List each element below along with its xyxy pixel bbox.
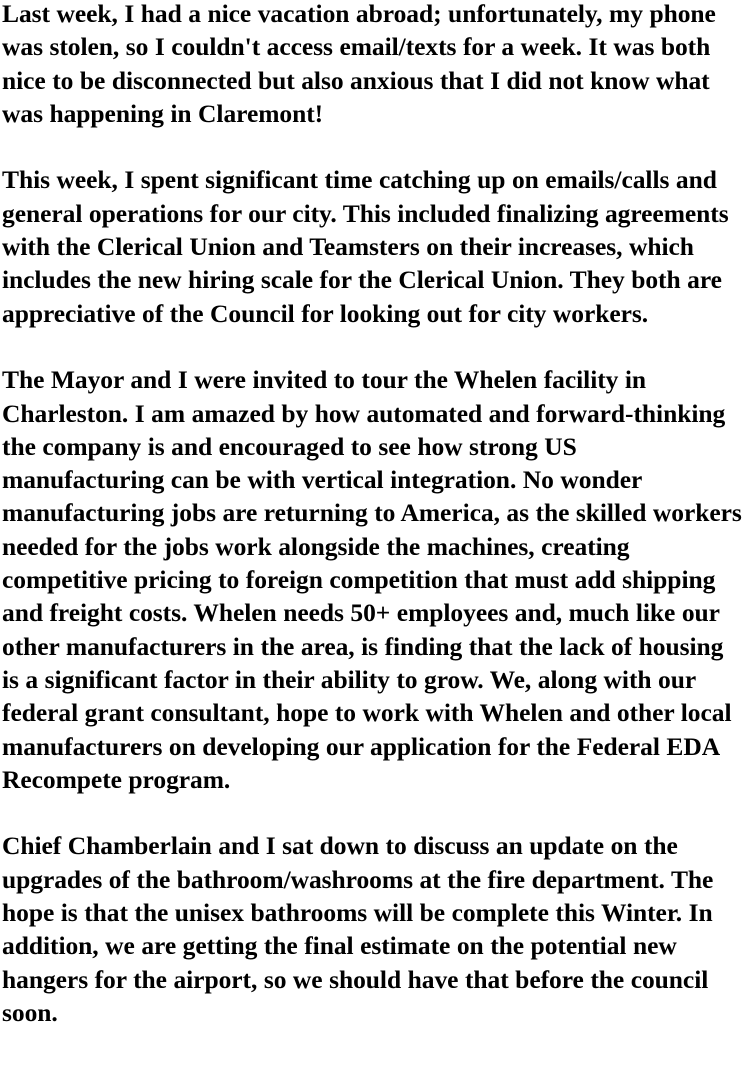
paragraph-3: The Mayor and I were invited to tour the Whelen facility in Charleston. I am amazed by how automated and forward-thinking the company is and encouraged to see how strong US manufacturing can be with vertical integration. No wonder manufacturing jobs are returning to America, as the skilled workers needed for the jobs work alongside the machines, creating competitive pricing to foreign competition that must add shipping and freight costs. Whelen needs 50+ employees and, much like our other manufacturers in the area, is finding that the lack of housing is a significant factor in their ability to grow. We, along with our federal grant consultant, hope to work with Whelen and other local manufacturers on developing our application for the Federal EDA Recompete program. (2, 365, 742, 794)
paragraph-2: This week, I spent significant time catching up on emails/calls and general operations for our city. This included finalizing agreements with the Clerical Union and Teamsters on their increases, which includes the new hiring scale for the Clerical Union. They both are appreciative of the Council for looking out for city workers. (2, 165, 729, 328)
document-body (2, 0, 742, 1029)
paragraph-1: Last week, I had a nice vacation abroad; unfortunately, my phone was stolen, so I couldn't access email/texts for a week. It was both nice to be disconnected but also anxious that I did not know what was happening in Claremont! (2, 0, 716, 128)
paragraph-4: Chief Chamberlain and I sat down to discuss an update on the upgrades of the bathroom/washrooms at the fire department. The hope is that the unisex bathrooms will be complete this Winter. In addition, we are getting the final estimate on the potential new hangers for the airport, so we should have that before the council soon. (2, 831, 714, 1027)
